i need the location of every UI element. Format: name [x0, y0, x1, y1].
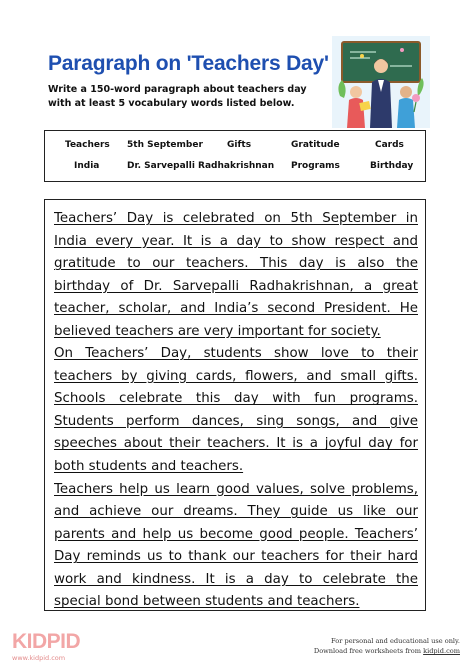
paragraph-line: On Teachers’ Day, students show love to their [54, 346, 418, 362]
vocab-word: 5th September [127, 140, 203, 150]
page-title: Paragraph on 'Teachers Day' [48, 52, 329, 75]
paragraph-line: work and kindness. It is a day to celebrate the [54, 571, 418, 587]
vocabulary-box [44, 130, 426, 182]
teacher-students-illustration [332, 36, 430, 128]
paragraph-line: Teachers’ Day is celebrated on 5th September in [54, 211, 418, 226]
vocab-word: Teachers [65, 140, 110, 150]
paragraph-line: Day reminds us to thank our teachers for their hard [54, 549, 418, 565]
paragraph-line: birthday of Dr. Sarvepalli Radhakrishnan, a great [54, 278, 418, 294]
paragraph-line: gratitude to our teachers. This day is also the [54, 256, 418, 272]
footer-line-2-text: Download free worksheets from [313, 647, 424, 655]
vocab-word: Gifts [227, 140, 252, 150]
paragraph-line: both students and teachers. [54, 459, 244, 475]
paragraph-line: and achieve our dreams. They guide us like our [54, 504, 418, 520]
paragraph-line: parents and help us become good people. Teachers’ [54, 526, 418, 542]
paragraph-line: believed teachers are very important for society. [54, 323, 381, 339]
paragraph-line: Schools celebrate this day with fun programs. [54, 391, 418, 407]
footer-line-2 [314, 646, 460, 656]
footer-link[interactable]: kidpid.com [423, 647, 460, 655]
vocab-word: India [74, 161, 100, 171]
paragraph-line: teachers by giving cards, flowers, and small gifts. [54, 368, 418, 384]
paragraph-line: special bond between students and teachers. [54, 594, 360, 610]
kidpid-logo: KIDPID [12, 630, 81, 653]
paragraph-line: India every year. It is a day to show respect and [54, 233, 418, 249]
footer-note [314, 636, 460, 656]
paragraph-line: Students perform dances, sing songs, and give [54, 413, 418, 429]
footer-line-1: For personal and educational use only. [331, 637, 460, 645]
instructions: Write a 150-word paragraph about teachers day with at least 5 vocabulary words listed below. [48, 84, 307, 109]
vocab-word: Cards [375, 140, 404, 150]
paragraph-line: Teachers help us learn good values, solve problems, [54, 481, 418, 497]
vocab-word: Birthday [370, 161, 414, 171]
paragraph-line: teacher, scholar, and India’s second President. He [54, 301, 418, 317]
logo-url: www.kidpid.com [12, 654, 66, 662]
vocab-word: Dr. Sarvepalli Radhakrishnan [127, 161, 275, 171]
vocab-word: Programs [291, 161, 340, 171]
vocab-word: Gratitude [291, 140, 340, 150]
paragraph-box [44, 199, 426, 611]
paragraph-line: speeches about their teachers. It is a joyful day for [54, 436, 418, 452]
